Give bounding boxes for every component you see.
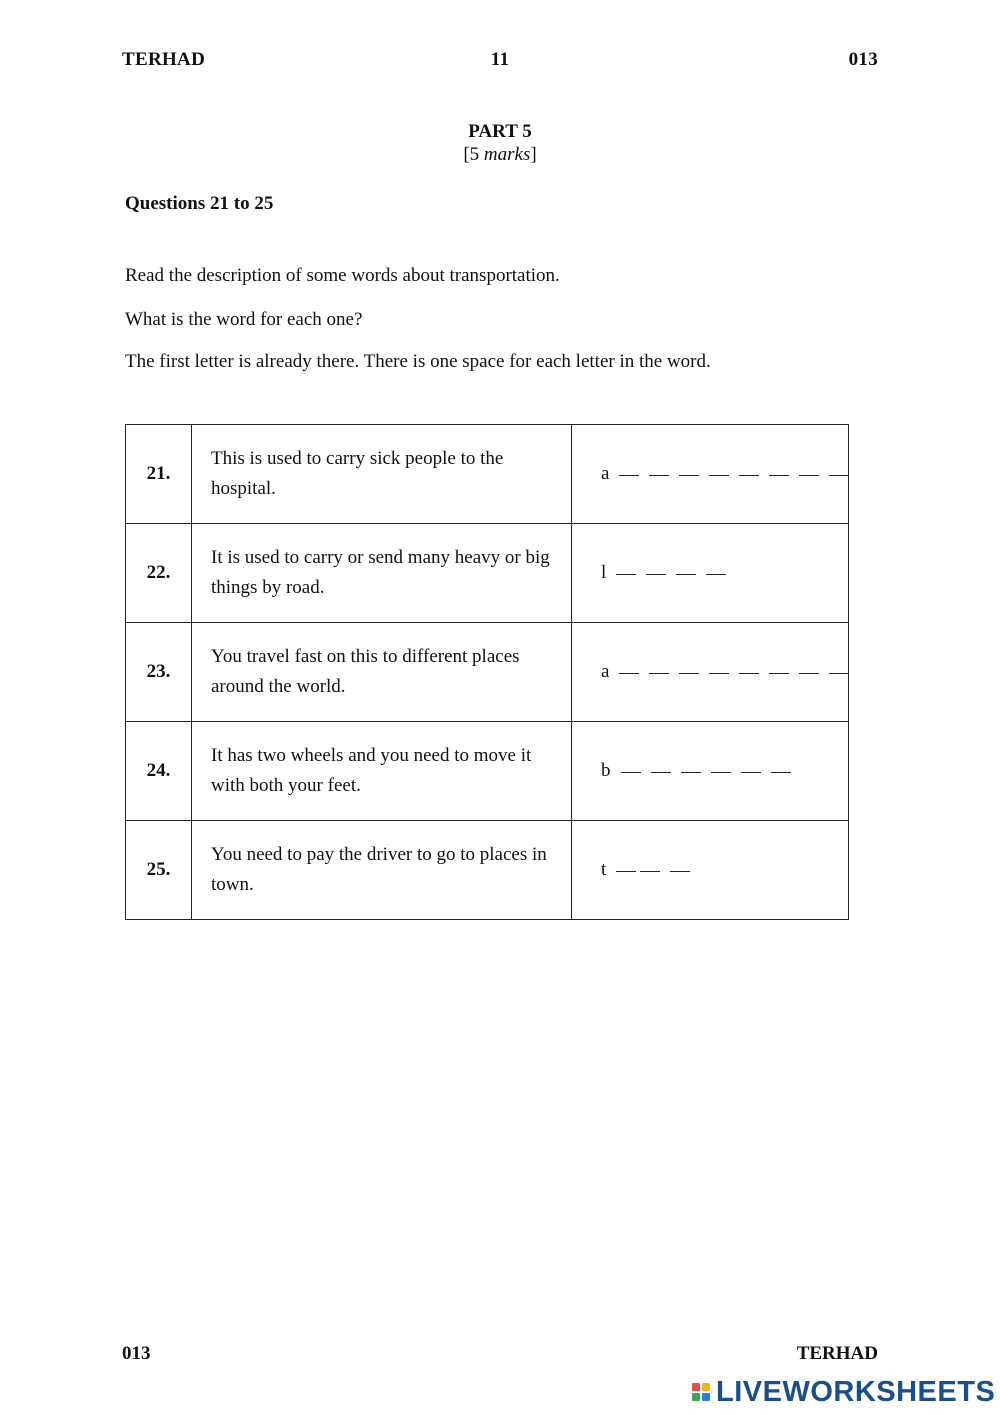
answer-letter-blank[interactable] xyxy=(681,771,701,773)
answer-letter-blank[interactable] xyxy=(709,474,729,476)
answer-letter-blank[interactable] xyxy=(676,573,696,575)
logo-square-yellow xyxy=(702,1383,710,1391)
answer-letter-blank[interactable] xyxy=(799,474,819,476)
answer-letter-blank[interactable] xyxy=(769,474,789,476)
answer-letter-blank[interactable] xyxy=(619,474,639,476)
answer-letter-blank[interactable] xyxy=(829,474,849,476)
page-number: 11 xyxy=(490,49,510,70)
answer-letter-blank[interactable] xyxy=(739,672,759,674)
header-paper-code: 013 xyxy=(848,49,878,70)
question-number: 22. xyxy=(126,524,192,623)
question-row xyxy=(126,425,849,524)
answer-letter-blank[interactable] xyxy=(679,672,699,674)
questions-range-heading: Questions 21 to 25 xyxy=(125,193,274,214)
logo-square-green xyxy=(692,1393,700,1401)
answer-letter-blank[interactable] xyxy=(799,672,819,674)
question-row xyxy=(126,524,849,623)
answer-letter-blank[interactable] xyxy=(709,672,729,674)
question-row xyxy=(126,623,849,722)
marks-open: [5 xyxy=(463,144,484,165)
question-table xyxy=(125,424,849,920)
liveworksheets-wordmark: LIVEWORKSHEETS xyxy=(716,1375,996,1408)
answer-letter-blank[interactable] xyxy=(771,771,791,773)
answer-letter-blank[interactable] xyxy=(711,771,731,773)
question-row xyxy=(126,821,849,920)
answer-first-letter: b xyxy=(601,760,611,781)
answer-letter-blank[interactable] xyxy=(670,870,690,872)
answer-area xyxy=(572,821,849,920)
part-title: PART 5 xyxy=(468,121,532,142)
answer-letter-blank[interactable] xyxy=(739,474,759,476)
answer-letter-blank[interactable] xyxy=(616,573,636,575)
answer-first-letter: l xyxy=(601,562,607,583)
question-number: 24. xyxy=(126,722,192,821)
answer-letter-blank[interactable] xyxy=(706,573,726,575)
liveworksheets-logo-icon xyxy=(692,1383,710,1401)
answer-first-letter: a xyxy=(601,463,610,484)
question-description: You need to pay the driver to go to places in town. xyxy=(192,821,572,920)
answer-letter-blank[interactable] xyxy=(649,672,669,674)
question-description: It is used to carry or send many heavy or big things by road. xyxy=(192,524,572,623)
answer-area xyxy=(572,524,849,623)
instruction-line: Read the description of some words about transportation. xyxy=(125,265,560,286)
question-description: It has two wheels and you need to move it with both your feet. xyxy=(192,722,572,821)
answer-letter-blank[interactable] xyxy=(679,474,699,476)
answer-letter-blank[interactable] xyxy=(640,870,660,872)
part-marks xyxy=(0,144,1000,166)
answer-area xyxy=(572,722,849,821)
question-description: This is used to carry sick people to the hospital. xyxy=(192,425,572,524)
answer-area xyxy=(572,623,849,722)
answer-first-letter: t xyxy=(601,859,607,880)
answer-letter-blank[interactable] xyxy=(769,672,789,674)
marks-close: ] xyxy=(530,144,537,165)
answer-letter-blank[interactable] xyxy=(829,672,849,674)
answer-letter-blank[interactable] xyxy=(741,771,761,773)
logo-square-red xyxy=(692,1383,700,1391)
instruction-line: What is the word for each one? xyxy=(125,309,363,330)
answer-area xyxy=(572,425,849,524)
question-number: 21. xyxy=(126,425,192,524)
footer-classification: TERHAD xyxy=(796,1343,878,1364)
logo-square-blue xyxy=(702,1393,710,1401)
footer-paper-code: 013 xyxy=(122,1343,151,1364)
marks-word: marks xyxy=(483,144,531,165)
answer-letter-blank[interactable] xyxy=(619,672,639,674)
liveworksheets-logo xyxy=(692,1375,996,1408)
question-description: You travel fast on this to different places around the world. xyxy=(192,623,572,722)
answer-letter-blank[interactable] xyxy=(616,870,636,872)
answer-letter-blank[interactable] xyxy=(649,474,669,476)
answer-letter-blank[interactable] xyxy=(621,771,641,773)
question-row xyxy=(126,722,849,821)
answer-letter-blank[interactable] xyxy=(651,771,671,773)
answer-first-letter: a xyxy=(601,661,610,682)
question-number: 25. xyxy=(126,821,192,920)
header-classification: TERHAD xyxy=(122,49,206,70)
question-number: 23. xyxy=(126,623,192,722)
answer-letter-blank[interactable] xyxy=(646,573,666,575)
instruction-line: The first letter is already there. There is one space for each letter in the word. xyxy=(125,351,711,372)
